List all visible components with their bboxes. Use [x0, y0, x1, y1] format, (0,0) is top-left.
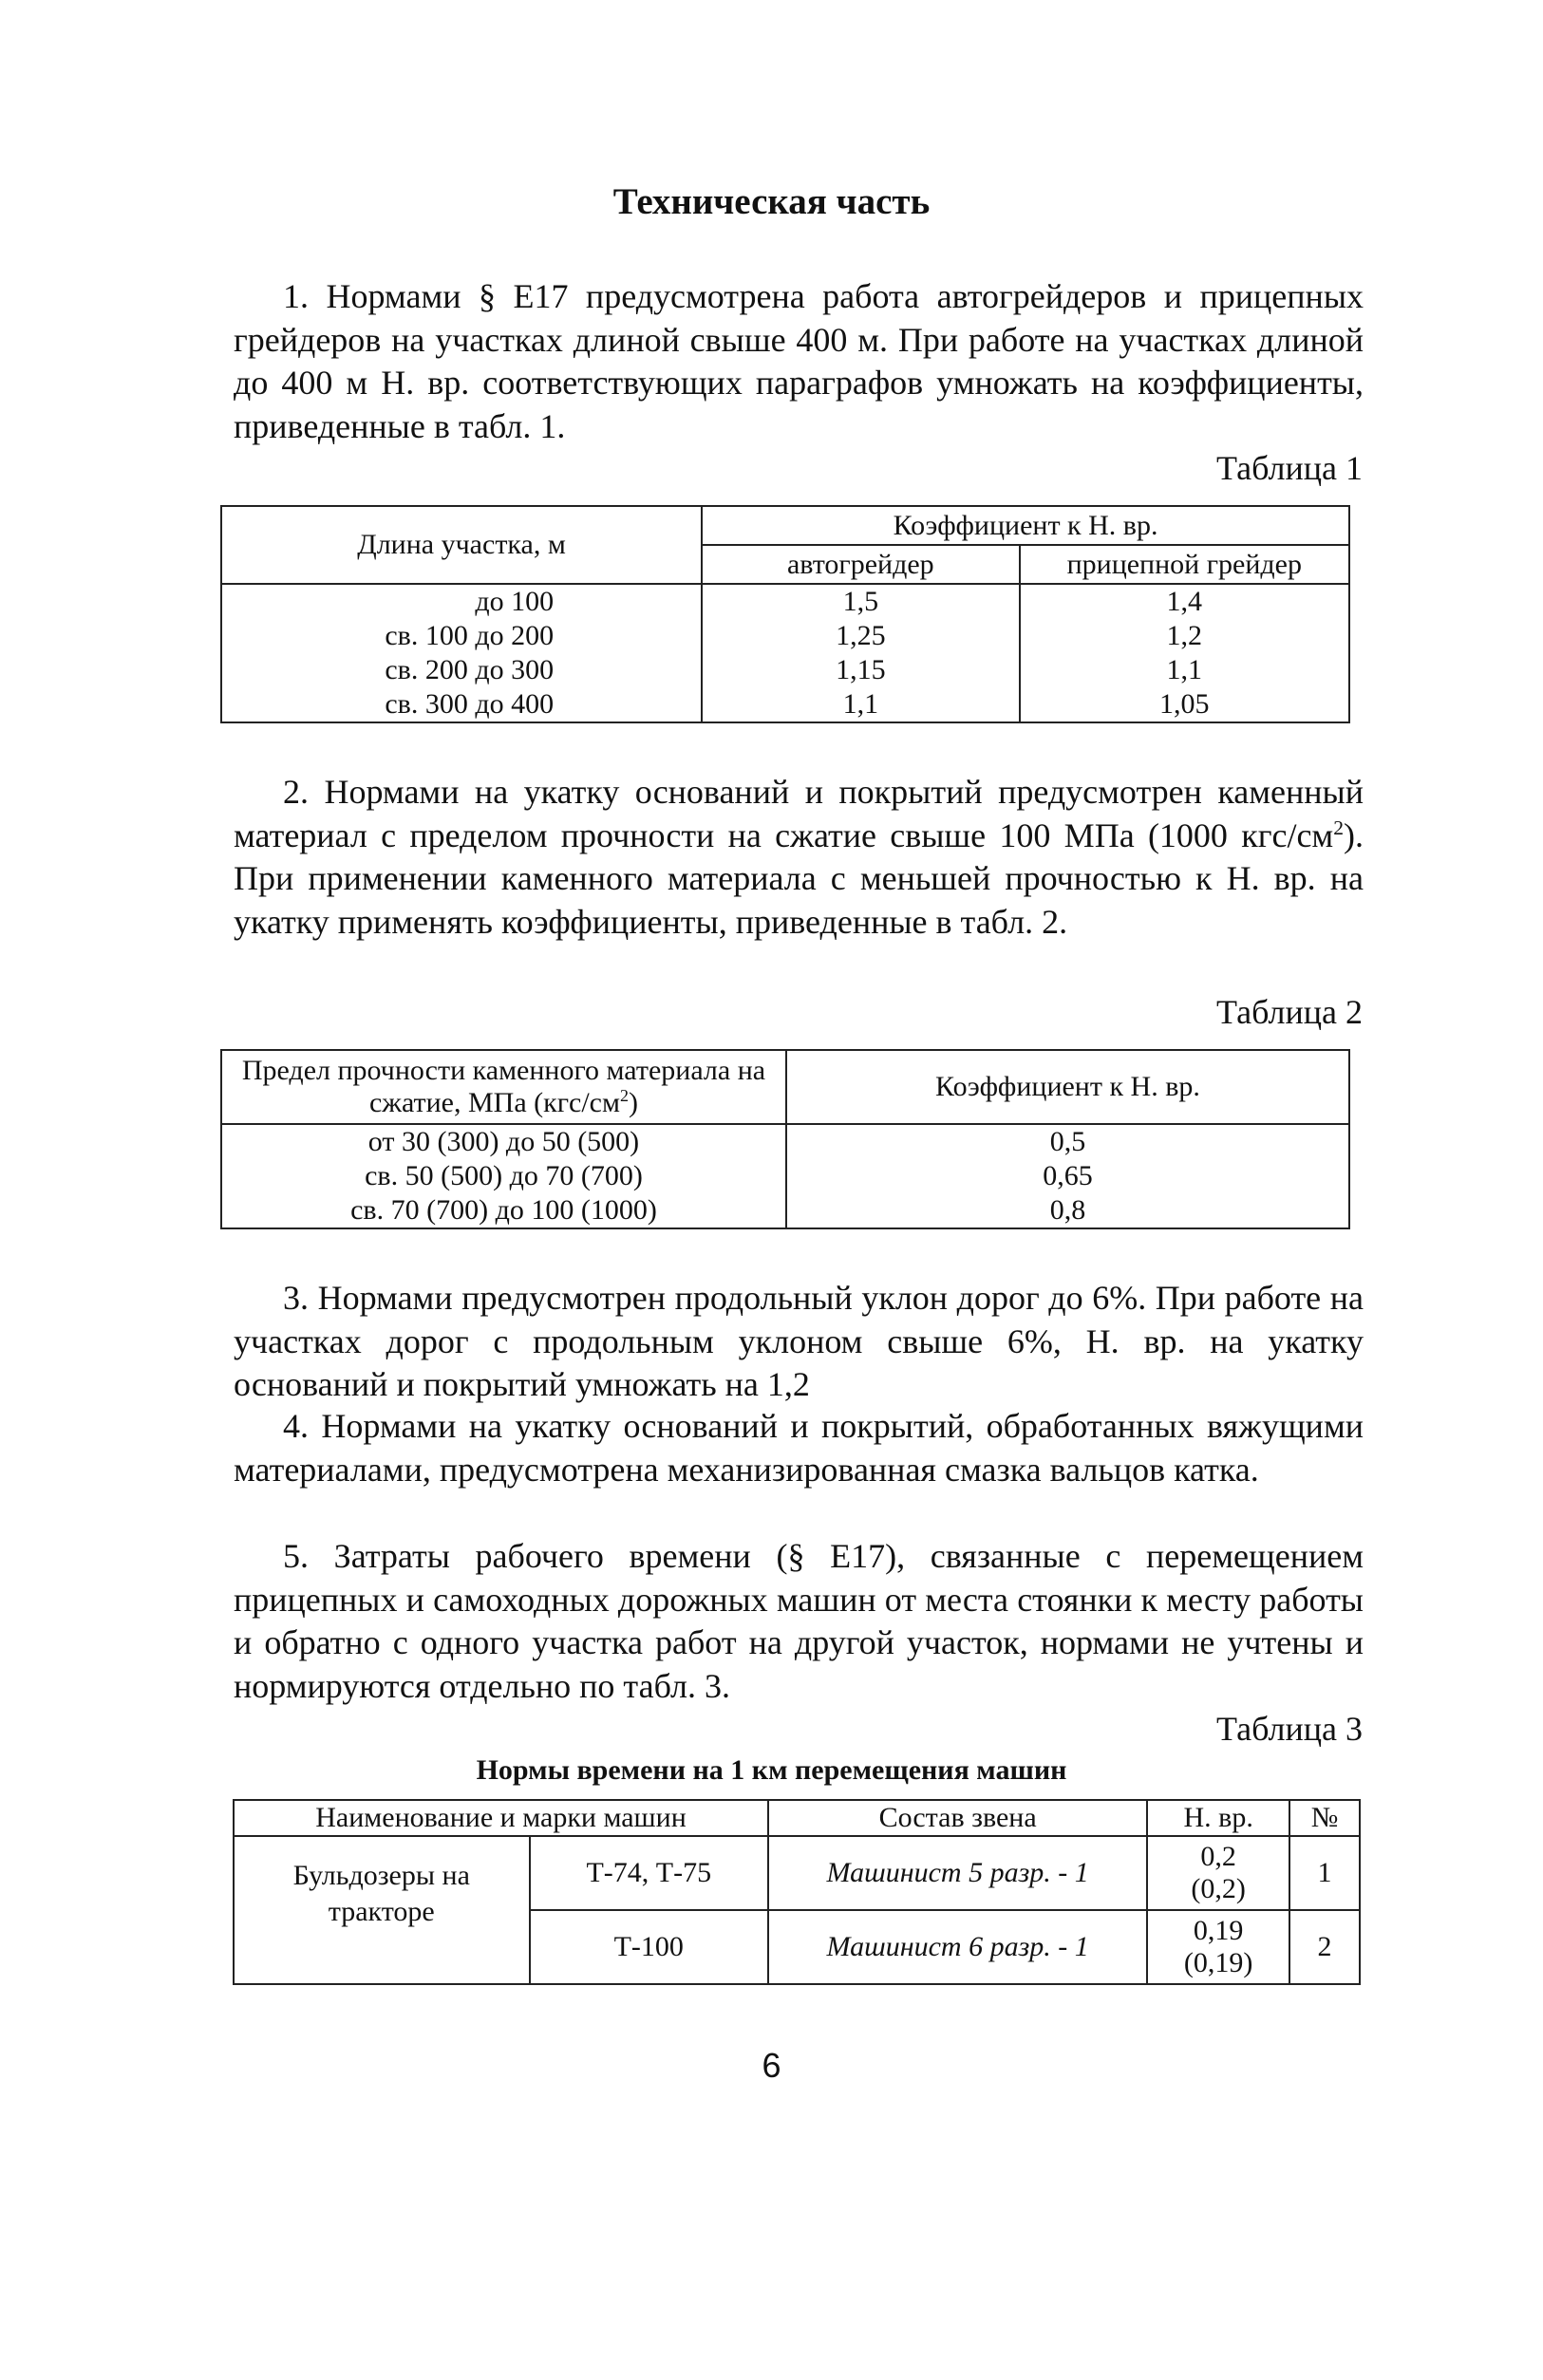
table-3-title: Нормы времени на 1 км перемещения машин: [476, 1754, 1067, 1786]
table-1: [220, 505, 1350, 723]
table-3-header-name: Наименование и марки машин: [234, 1800, 768, 1836]
table-2-header-coef: Коэффициент к Н. вр.: [786, 1050, 1349, 1124]
table-2-caption: Таблица 2: [1216, 993, 1363, 1031]
table-row: до 100 1,5 1,4: [221, 584, 1349, 619]
table-row: св. 70 (700) до 100 (1000) 0,8: [221, 1193, 1349, 1228]
table-3-header-num: №: [1289, 1800, 1360, 1836]
table-3-machine-type: Бульдозеры на тракторе: [234, 1836, 530, 1984]
table-2-header-strength: Предел прочности каменного материала на сжатие, МПа $(кгс/см^2)$: [221, 1050, 786, 1124]
paragraph-5: 5. Затраты рабочего времени (§ Е17), связанные с перемещением прицепных и самоходных дорожных машин от места стоянки к месту работы и обратно с одного участка работ на другой участок, нормами не учтены и нормируются отдельно по табл. 3.: [234, 1537, 1364, 1705]
table-1-header-length: Длина участка, м: [221, 506, 702, 584]
paragraph-3: 3. Нормами предусмотрен продольный уклон дорог до 6%. При работе на участках дорог с продольным уклоном свыше 6%, Н. вр. на укатку оснований и покрытий умножать на 1,2: [234, 1279, 1364, 1403]
paragraph-4: 4. Нормами на укатку оснований и покрытий, обработанных вяжущими материалами, предусмотрена механизированная смазка вальцов катка.: [234, 1407, 1364, 1489]
table-row: от 30 (300) до 50 (500) 0,5: [221, 1124, 1349, 1159]
table-1-caption: Таблица 1: [1216, 449, 1363, 487]
table-row: св. 100 до 200 1,25 1,2: [221, 619, 1349, 653]
table-row: св. 200 до 300 1,15 1,1: [221, 653, 1349, 687]
table-row: св. 300 до 400 1,1 1,05: [221, 687, 1349, 722]
table-1-header-trailer: прицепной грейдер: [1020, 545, 1349, 584]
table-1-header-autograder: автогрейдер: [702, 545, 1019, 584]
table-row: Бульдозеры на тракторе Т-74, Т-75 Машинист 5 разр. - 1 0,2 (0,2) 1: [234, 1836, 1360, 1910]
table-row: Т-100 Машинист 6 разр. - 1 0,19 (0,19) 2: [234, 1910, 1360, 1984]
paragraph-2: 2. Нормами на укатку оснований и покрытий предусмотрен каменный материал с пределом прочности на сжатие свыше 100 МПа (1000 кгс/$см^2$). При применении каменного материала с меньшей прочностью к Н. вр. на укатку применять коэффициенты, приведенные в табл. 2.: [234, 773, 1364, 941]
table-1-header-coef: Коэффициент к Н. вр.: [702, 506, 1349, 545]
table-3-caption: Таблица 3: [1216, 1710, 1363, 1748]
paragraph-1: [234, 275, 1364, 448]
table-3-header-norm: Н. вр.: [1147, 1800, 1289, 1836]
page-title: Техническая часть: [612, 181, 931, 222]
paragraph-1-text: 1. Нормами § Е17 предусмотрена работа автогрейдеров и прицепных грейдеров на участках длиной свыше 400 м. При работе на участках длиной до 400 м Н. вр. соответствующих параграфов умножать на коэффициенты, приведенные в табл. 1.: [234, 277, 1364, 445]
table-2: [220, 1049, 1350, 1229]
table-3: [233, 1799, 1361, 1985]
table-row: св. 50 (500) до 70 (700) 0,65: [221, 1159, 1349, 1193]
table-3-header-crew: Состав звена: [768, 1800, 1147, 1836]
page-number: 6: [762, 2046, 781, 2085]
